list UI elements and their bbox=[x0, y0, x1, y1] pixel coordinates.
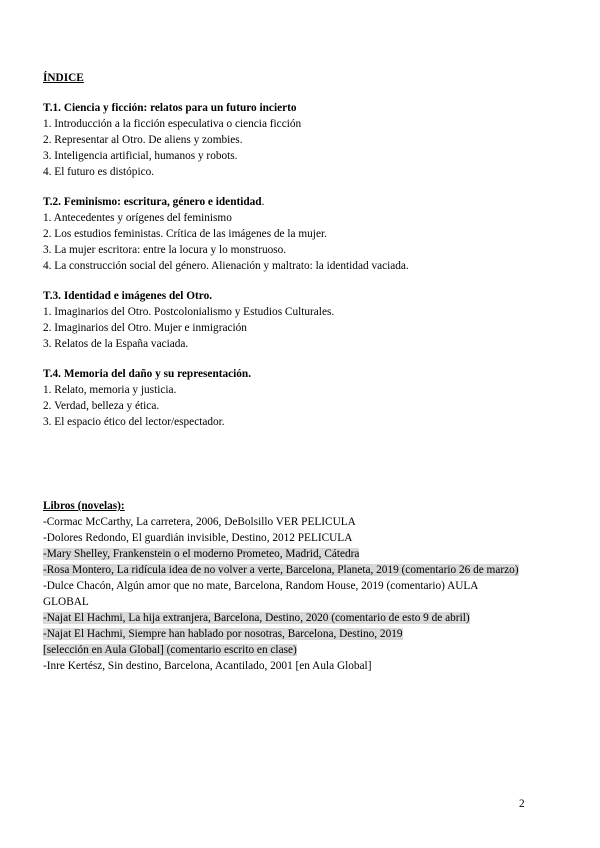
book-entry bbox=[43, 514, 523, 530]
section-t4 bbox=[43, 366, 523, 430]
book-entry bbox=[43, 562, 523, 578]
section-item: 4. La construcción social del género. Alienación y maltrato: la identidad vaciada. bbox=[43, 260, 409, 272]
section-item: 2. Imaginarios del Otro. Mujer e inmigración bbox=[43, 322, 247, 334]
vertical-spacer bbox=[43, 444, 523, 498]
section-t3 bbox=[43, 288, 523, 352]
section-item: 3. Inteligencia artificial, humanos y robots. bbox=[43, 150, 238, 162]
book-entry-text: -Cormac McCarthy, La carretera, 2006, DeBolsillo VER PELICULA bbox=[43, 516, 356, 528]
section-item: 1. Imaginarios del Otro. Postcolonialismo y Estudios Culturales. bbox=[43, 306, 335, 318]
book-entry bbox=[43, 626, 523, 642]
section-item: 3. El espacio ético del lector/espectador. bbox=[43, 416, 225, 428]
book-entry-text: -Mary Shelley, Frankenstein o el moderno Prometeo, Madrid, Cátedra bbox=[43, 548, 360, 560]
book-entry-text: [selección en Aula Global] (comentario escrito en clase) bbox=[43, 644, 297, 656]
book-entry-text: -Rosa Montero, La ridícula idea de no volver a verte, Barcelona, Planeta, 2019 (comentario 26 de marzo) bbox=[43, 564, 519, 576]
book-entry bbox=[43, 610, 523, 626]
book-entry bbox=[43, 642, 523, 658]
section-item: 2. Representar al Otro. De aliens y zombies. bbox=[43, 134, 243, 146]
book-entry bbox=[43, 658, 523, 674]
section-title-suffix: . bbox=[261, 196, 265, 208]
section-t2 bbox=[43, 194, 523, 274]
book-entry-text: -Najat El Hachmi, La hija extranjera, Barcelona, Destino, 2020 (comentario de esto 9 de abril) bbox=[43, 612, 470, 624]
section-item: 3. La mujer escritora: entre la locura y lo monstruoso. bbox=[43, 244, 287, 256]
book-entry-text: -Dulce Chacón, Algún amor que no mate, Barcelona, Random House, 2019 (comentario) AULA GLOBAL bbox=[43, 580, 478, 608]
section-title: T.1. Ciencia y ficción: relatos para un futuro incierto bbox=[43, 102, 297, 114]
section-title: T.3. Identidad e imágenes del Otro. bbox=[43, 290, 213, 302]
book-entry-text: -Dolores Redondo, El guardián invisible, Destino, 2012 PELICULA bbox=[43, 532, 353, 544]
book-entry bbox=[43, 530, 523, 546]
book-entry-text: -Najat El Hachmi, Siempre han hablado por nosotras, Barcelona, Destino, 2019 bbox=[43, 628, 403, 640]
index-title: ÍNDICE bbox=[43, 72, 84, 84]
book-entry bbox=[43, 546, 523, 562]
books-list bbox=[43, 498, 523, 674]
section-item: 1. Antecedentes y orígenes del feminismo bbox=[43, 212, 232, 224]
section-item: 4. El futuro es distópico. bbox=[43, 166, 155, 178]
section-title: T.2. Feminismo: escritura, género e identidad bbox=[43, 196, 262, 208]
document-content bbox=[43, 70, 523, 674]
book-entry-text: -Inre Kertész, Sin destino, Barcelona, Acantilado, 2001 [en Aula Global] bbox=[43, 660, 372, 672]
books-title: Libros (novelas): bbox=[43, 500, 125, 512]
section-title-line bbox=[43, 194, 523, 210]
section-item: 2. Los estudios feministas. Crítica de las imágenes de la mujer. bbox=[43, 228, 327, 240]
section-item: 1. Introducción a la ficción especulativa o ciencia ficción bbox=[43, 118, 302, 130]
section-title: T.4. Memoria del daño y su representación. bbox=[43, 368, 252, 380]
section-t1 bbox=[43, 100, 523, 180]
section-item: 1. Relato, memoria y justicia. bbox=[43, 384, 177, 396]
book-entry bbox=[43, 578, 523, 610]
section-item: 3. Relatos de la España vaciada. bbox=[43, 338, 189, 350]
section-item: 2. Verdad, belleza y ética. bbox=[43, 400, 160, 412]
page-number: 2 bbox=[519, 798, 525, 810]
